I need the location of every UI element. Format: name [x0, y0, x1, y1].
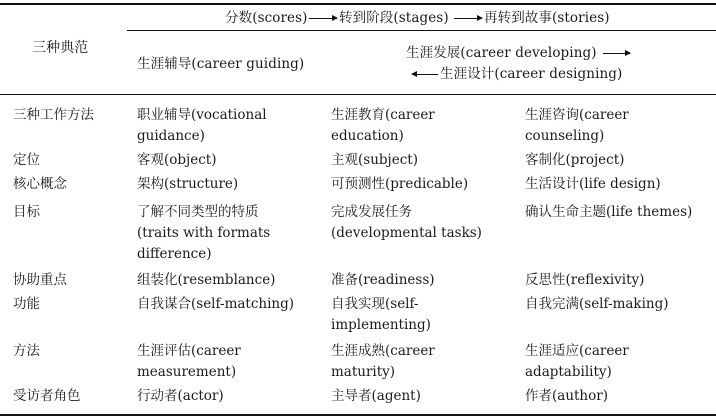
- cell-developing: 主导者(agent): [331, 388, 421, 404]
- row-label: 方法: [13, 343, 40, 359]
- row-label: 三种工作方法: [13, 107, 94, 123]
- row-label: 功能: [13, 296, 40, 312]
- row-label: 核心概念: [13, 176, 67, 192]
- paradigm-developing: 生涯发展(career developing): [406, 45, 597, 61]
- cell-designing: 自我完满(self-making): [525, 296, 669, 312]
- cell-designing: 作者(author): [525, 388, 608, 404]
- cell-developing: 生涯教育(career education): [331, 107, 435, 144]
- cell-guiding: 行动者(actor): [137, 388, 224, 404]
- cell-developing: 可预测性(predicable): [331, 176, 469, 192]
- row-label: 定位: [13, 152, 40, 168]
- cell-designing: 客制化(project): [525, 152, 625, 168]
- top-rule: [0, 3, 716, 5]
- cell-guiding: 架构(structure): [137, 176, 239, 192]
- cell-designing: 生活设计(life design): [525, 176, 661, 192]
- cell-designing: 反思性(reflexivity): [525, 272, 645, 288]
- header-sub-rule: [127, 30, 716, 31]
- bottom-rule: [0, 414, 716, 416]
- paradigm-guiding: 生涯辅导(career guiding): [137, 56, 305, 72]
- row-label: 受访者角色: [13, 388, 81, 404]
- row-label: 协助重点: [13, 272, 67, 288]
- cell-designing: 生涯适应(career adaptability): [525, 343, 629, 380]
- cell-guiding: 组装化(resemblance): [137, 272, 276, 288]
- cell-guiding: 职业辅导(vocational guidance): [137, 107, 267, 144]
- arrow-right-icon: [309, 18, 337, 19]
- cell-guiding: 了解不同类型的特质 (traits with formats difference): [137, 204, 271, 262]
- cell-guiding: 自我谋合(self-matching): [137, 296, 295, 312]
- header-bottom-rule: [0, 94, 716, 95]
- row-label: 目标: [13, 204, 40, 220]
- cell-guiding: 生涯评估(career measurement): [137, 343, 241, 380]
- cell-guiding: 客观(object): [137, 152, 217, 168]
- cell-designing: 生涯咨询(career counseling): [525, 107, 629, 144]
- stage-flow-step-scores: 分数(scores): [225, 10, 308, 26]
- cell-developing: 主观(subject): [331, 152, 418, 168]
- arrow-right-icon: [603, 53, 630, 54]
- paradigm-designing: 生涯设计(career designing): [440, 66, 623, 82]
- corner-label: 三种典范: [32, 40, 89, 56]
- cell-designing: 确认生命主题(life themes): [525, 204, 693, 220]
- cell-developing: 自我实现(self- implementing): [331, 296, 431, 333]
- cell-developing: 准备(readiness): [331, 272, 435, 288]
- cell-developing: 完成发展任务 (developmental tasks): [331, 204, 482, 241]
- cell-developing: 生涯成熟(career maturity): [331, 343, 435, 380]
- stage-flow-step-stories: 再转到故事(stories): [484, 10, 610, 26]
- stage-flow-step-stages: 转到阶段(stages): [339, 10, 449, 26]
- arrow-right-icon: [454, 18, 482, 19]
- arrow-left-icon: [412, 74, 438, 75]
